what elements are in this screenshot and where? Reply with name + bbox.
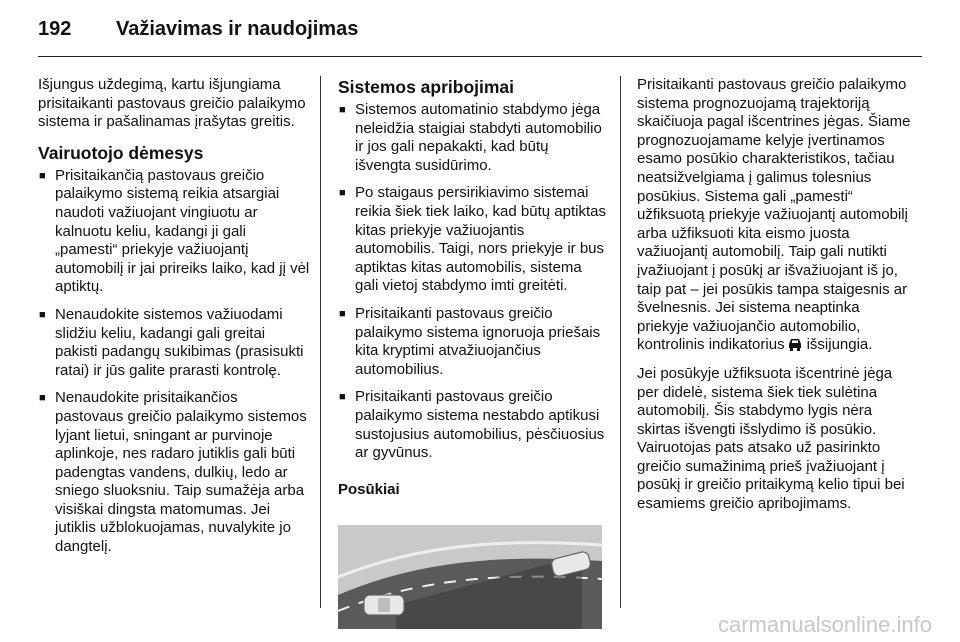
driver-attention-heading: Vairuotojo dėmesys xyxy=(38,142,204,163)
curves-paragraph-2: Jei posūkyje užfiksuota išcentrinė jėga per didelė, sistema šiek tiek sulėtina automobilį. Šis stabdymo lygis nėra skirtas išvengti išslydimo iš posūkio. Vairuotojas pats atsako už pasirinkto greičio sumažinimą prieš įvažiuojant į posūkį ir greičio pritaikymą kelio tipui bei esamiems greičio apribojimams. xyxy=(637,364,905,513)
system-limits-heading: Sistemos apribojimai xyxy=(338,77,515,97)
list-item: ■ Nenaudokite sistemos važiuodami slidžiu keliu, kadangi gali greitai pakisti padangų sukibimas (prasisukti ratai) ir jūs galite prarasti kontrolę. xyxy=(39,305,304,379)
curves-paragraph-1: Prisitaikanti pastovaus greičio palaikymo sistema prognozuojamą trajektoriją skaičiuoja pagal išcentrines jėgas. Šiame prognozuojamame kelyje įvertinamos esamo posūkio charakteristikos, tačiau neatsižvelgiama į galimus tolesnius posūkius. Sistema gali „pamesti“ užfiksuotą priekyje važiuojantį automobilį arba užfiksuoti kita eismo juosta važiuojantį automobilį. Taip gali nutikti įvažiuojant į posūkį ar išvažiuojant iš jo, taip pat – jei posūkis tampa staigesnis ar švelnesnis. Jei sistema neaptinka priekyje važiuojančio automobilio, kontrolinis indikatorius išsijungia. xyxy=(637,76,911,354)
column-1 xyxy=(38,76,310,566)
list-item: ■ Prisitaikančią pastovaus greičio palaikymo sistemą reikia atsargiai naudoti važiuojant vingiuotu ar kalnuotu keliu, kadangi ji gali „pamesti“ priekyje važiuojantį automobilį ir jai prireiks laiko, kad jį vėl aptiktų. xyxy=(39,166,310,296)
list-item: ■ Po staigaus persirikiavimo sistemai reikia šiek tiek laiko, kad būtų aptiktas kitas priekyje važiuojantis automobilis. Taigi, nors priekyje ir bus aptiktas kitas automobilis, sistema gali vietoj stabdymo imti greitėti. xyxy=(339,184,606,295)
list-item: ■ Prisitaikanti pastovaus greičio palaikymo sistema nestabdo aptikusi sustojusius automobilius, pėsčiuosius ar gyvūnus. xyxy=(339,388,605,462)
list-item: ■ Prisitaikanti pastovaus greičio palaikymo sistema ignoruoja priešais kita kryptimi atvažiuojančius automobilius. xyxy=(339,304,601,378)
bullet-icon: ■ xyxy=(339,307,346,320)
list-item: ■ Sistemos automatinio stabdymo jėga neleidžia staigiai stabdyti automobilio ir jos gali nepakakti, kad būtų išvengta susidūrimo. xyxy=(339,101,602,174)
bullet-icon: ■ xyxy=(339,391,346,404)
watermark: carmanualsonline.info xyxy=(717,612,932,637)
curves-subheading: Posūkiai xyxy=(338,480,400,498)
header-divider xyxy=(38,56,922,57)
car-indicator-icon xyxy=(787,337,803,351)
column-3 xyxy=(637,76,913,524)
list-item: ■ Nenaudokite prisitaikančios pastovaus greičio palaikymo sistemos lyjant lietui, sningant ar purvinoje aplinkoje, nes radaro jutiklis gali būti padengtas vandens, dulkių, ledo ar sniego sluoksniu. Taip sumažėja arba visiškai dingsta matomumas. Jei jutiklis užblokuojamas, nuvalykite jo dangtelį. xyxy=(39,389,307,556)
page-number: 192 xyxy=(38,18,72,40)
column-2 xyxy=(338,76,608,635)
column-divider-2 xyxy=(620,76,621,608)
bullet-icon: ■ xyxy=(39,169,46,182)
bullet-icon: ■ xyxy=(39,392,46,405)
bullet-icon: ■ xyxy=(339,104,346,116)
intro-paragraph: Išjungus uždegimą, kartu išjungiama prisitaikanti pastovaus greičio palaikymo sistema ir pašalinamas įrašytas greitis. xyxy=(38,76,306,131)
system-limits-list xyxy=(338,101,608,463)
driver-attention-list xyxy=(38,167,310,557)
own-car-icon xyxy=(364,595,404,615)
bullet-icon: ■ xyxy=(339,187,346,200)
curve-illustration xyxy=(338,525,602,629)
page-title: Važiavimas ir naudojimas xyxy=(116,18,359,40)
bullet-icon: ■ xyxy=(39,308,46,321)
column-divider-1 xyxy=(320,76,321,608)
page-header xyxy=(38,14,922,50)
